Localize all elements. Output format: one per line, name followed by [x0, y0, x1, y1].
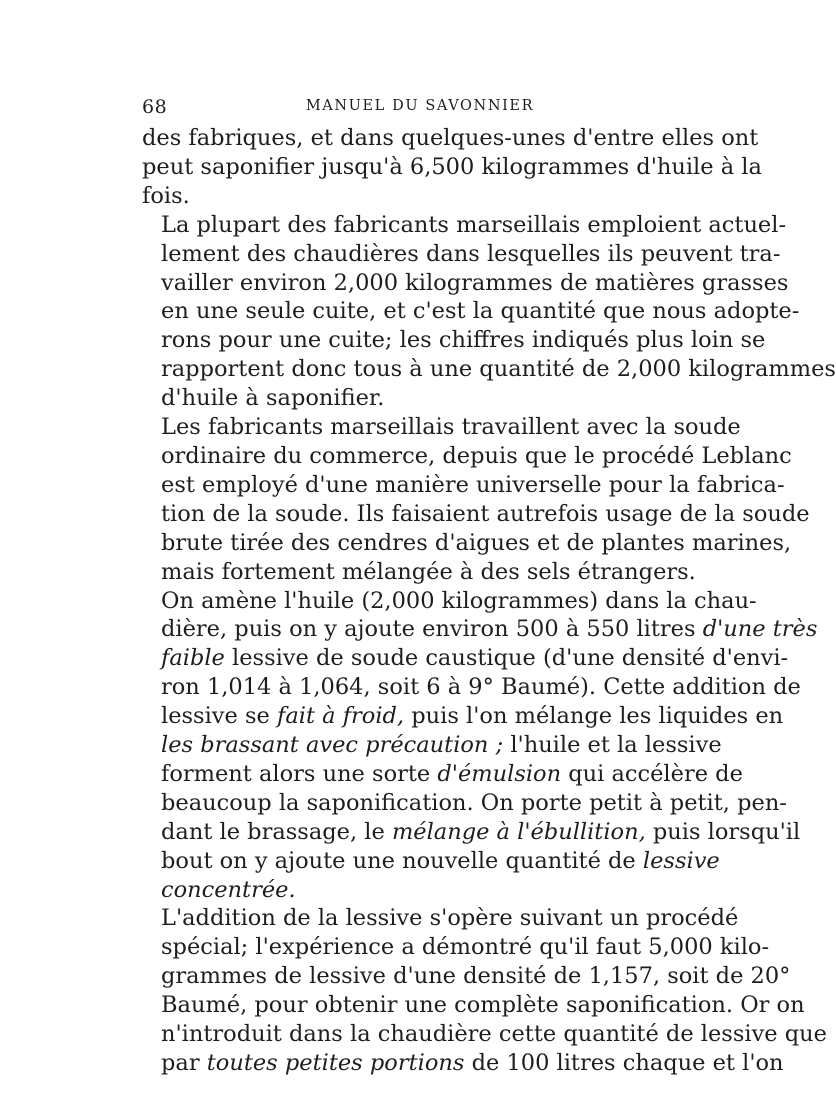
text-run: peut saponifier jusqu'à 6,500 kilogrammes d'huile à la [142, 153, 762, 180]
text-line [142, 558, 698, 587]
text-run: On amène l'huile (2,000 kilogrammes) dans la chau- [161, 587, 757, 614]
italic-text: faible [161, 645, 225, 672]
text-run: ron 1,014 à 1,064, soit 6 à 9° Baumé). Cette addition de [161, 674, 801, 701]
text-line [142, 1049, 784, 1078]
italic-text: lessive [642, 847, 720, 874]
text-run: est employé d'une manière universelle pour la fabrica- [161, 471, 785, 498]
text-run: Baumé, pour obtenir une complète saponification. Or on [161, 992, 805, 1019]
text-run: tion de la soude. Ils faisaient autrefois usage de la soude [161, 500, 810, 527]
text-run: d'huile à saponifier. [161, 385, 385, 412]
text-run: Les fabricants marseillais travaillent avec la soude [161, 414, 741, 441]
text-line [142, 153, 762, 182]
text-line [142, 818, 801, 847]
text-run: lement des chaudières dans lesquelles ils peuvent tra- [161, 240, 781, 267]
text-run: lessive se [161, 703, 277, 730]
text-line [142, 471, 785, 500]
italic-text: concentrée. [161, 876, 296, 903]
text-line [142, 269, 789, 298]
text-line [142, 355, 836, 384]
text-run: vailler environ 2,000 kilogrammes de matières grasses [161, 269, 789, 296]
text-run: beaucoup la saponification. On porte petit à petit, pen- [161, 789, 787, 816]
text-run: puis l'on mélange les liquides en [404, 703, 784, 730]
text-line [142, 615, 818, 644]
running-header [142, 96, 698, 118]
text-line [142, 847, 720, 876]
paragraph [142, 904, 827, 1077]
text-run: bout on y ajoute une nouvelle quantité de [161, 847, 643, 874]
text-line [142, 587, 757, 616]
text-run: par [161, 1050, 207, 1076]
text-run: fois. [142, 182, 190, 209]
italic-text: les brassant avec précaution ; [161, 732, 504, 759]
text-line [142, 413, 741, 442]
text-line [142, 991, 805, 1020]
italic-text: toutes petites portions [206, 1050, 465, 1076]
text-run: brute tirée des cendres d'aigues et de plantes marines, [161, 529, 792, 556]
text-run: spécial; l'expérience a démontré qu'il faut 5,000 kilo- [161, 934, 770, 961]
italic-text: fait à froid, [277, 703, 405, 730]
text-run: grammes de lessive d'une densité de 1,157, soit de 20° [161, 963, 791, 990]
text-run: L'addition de la lessive s'opère suivant un procédé [161, 905, 739, 932]
text-run: n'introduit dans la chaudière cette quantité de lessive que [161, 1021, 827, 1048]
italic-text: d'une très [702, 616, 818, 643]
text-run: La plupart des fabricants marseillais emploient actuel- [161, 211, 787, 238]
text-run: puis lorsqu'il [645, 818, 801, 845]
paragraph [142, 211, 836, 413]
text-run: mais fortement mélangée à des sels étrangers. [161, 558, 696, 585]
text-run: l'huile et la lessive [503, 732, 722, 759]
text-run: de 100 litres chaque et l'on [464, 1050, 784, 1076]
text-run: dant le brassage, le [161, 818, 392, 845]
text-line [142, 297, 800, 326]
text-line [142, 933, 770, 962]
running-title: MANUEL DU SAVONNIER [305, 98, 535, 114]
text-line [142, 760, 743, 789]
text-line [142, 500, 810, 529]
text-line [142, 211, 787, 240]
text-line [142, 644, 789, 673]
text-line [142, 1020, 827, 1049]
text-line [142, 240, 781, 269]
paragraph [142, 587, 818, 905]
page-number: 68 [142, 96, 168, 118]
text-line [142, 962, 791, 991]
text-line [142, 529, 792, 558]
text-run: ordinaire du commerce, depuis que le procédé Leblanc [161, 442, 792, 469]
text-line [142, 442, 792, 471]
text-line [142, 182, 698, 211]
text-run: lessive de soude caustique (d'une densité d'envi- [224, 645, 789, 672]
text-line [142, 789, 787, 818]
text-run: des fabriques, et dans quelques-unes d'entre elles ont [142, 125, 759, 151]
text-line [142, 702, 784, 731]
text-run: en une seule cuite, et c'est la quantité que nous adopte- [161, 298, 800, 325]
text-line [142, 673, 801, 702]
body-text [142, 124, 836, 1078]
text-line [142, 876, 698, 905]
text-line [142, 326, 766, 355]
text-line [142, 904, 739, 933]
text-line [142, 124, 759, 153]
text-line [142, 731, 722, 760]
text-run: qui accélère de [561, 760, 743, 787]
text-run: rapportent donc tous à une quantité de 2,000 kilogrammes [161, 356, 836, 383]
text-line [142, 384, 698, 413]
italic-text: d'émulsion [437, 760, 562, 787]
text-run: dière, puis on y ajoute environ 500 à 550 litres [161, 616, 703, 643]
paragraph [142, 124, 762, 211]
text-run: rons pour une cuite; les chiffres indiqués plus loin se [161, 327, 766, 354]
paragraph [142, 413, 810, 586]
text-run: forment alors une sorte [161, 760, 438, 787]
italic-text: mélange à l'ébullition, [391, 818, 646, 845]
